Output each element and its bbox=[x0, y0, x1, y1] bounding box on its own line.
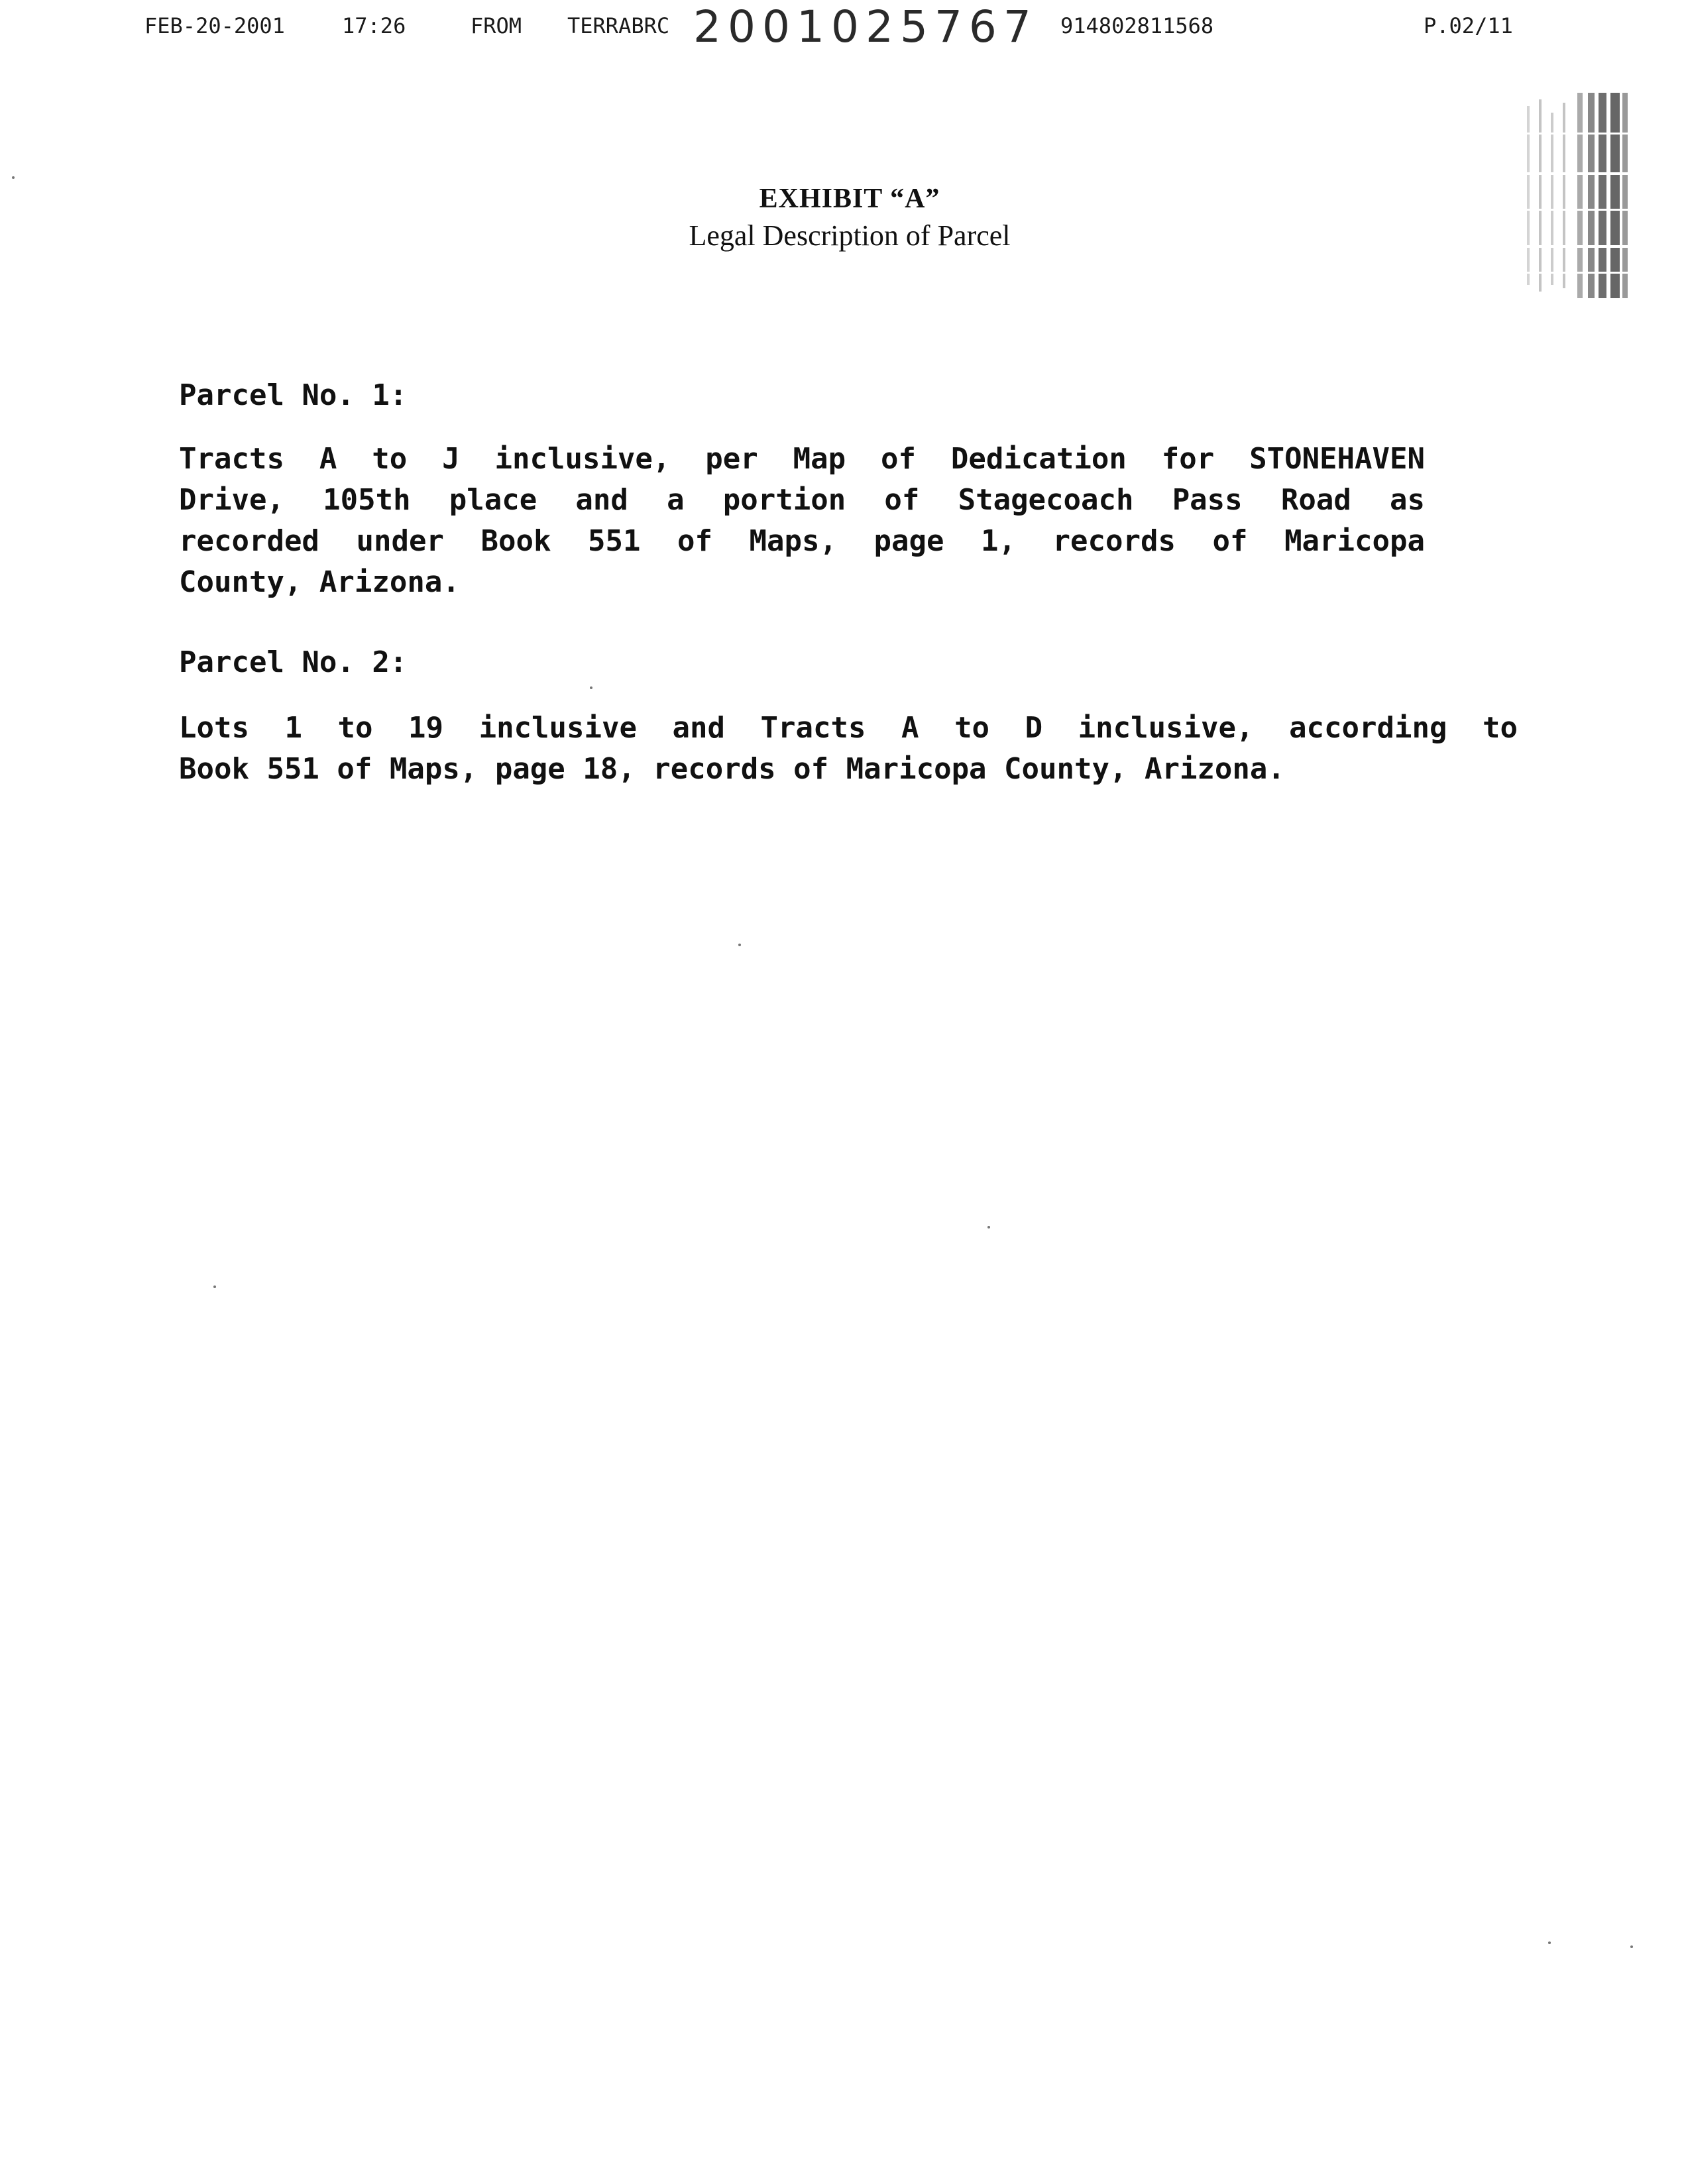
scan-speck bbox=[738, 944, 741, 946]
fax-page-number: P.02/11 bbox=[1424, 13, 1513, 38]
parcel-2-line: Lots 1 to 19 inclusive and Tracts A to D inclusive, according to bbox=[179, 711, 1518, 745]
fax-time: 17:26 bbox=[342, 13, 406, 38]
parcel-1-line: Tracts A to J inclusive, per Map of Dedication for STONEHAVEN bbox=[179, 442, 1425, 476]
parcel-2-description bbox=[179, 708, 1518, 790]
scan-speck bbox=[1630, 1945, 1633, 1948]
exhibit-subtitle: Legal Description of Parcel bbox=[689, 219, 1011, 252]
parcel-1-line: recorded under Book 551 of Maps, page 1, records of Maricopa bbox=[179, 524, 1425, 558]
scan-speck bbox=[987, 1226, 990, 1228]
scan-speck bbox=[590, 686, 592, 689]
fax-header bbox=[0, 1, 1686, 52]
parcel-2-heading: Parcel No. 2: bbox=[179, 645, 408, 679]
exhibit-title: EXHIBIT “A” bbox=[759, 184, 940, 214]
fax-from-label: FROM bbox=[471, 13, 522, 38]
parcel-1-line: County, Arizona. bbox=[179, 565, 460, 599]
parcel-2-line: Book 551 of Maps, page 18, records of Maricopa County, Arizona. bbox=[179, 752, 1285, 786]
parcel-1-description bbox=[179, 439, 1425, 603]
exhibit-heading bbox=[0, 180, 1686, 254]
fax-date: FEB-20-2001 bbox=[144, 13, 285, 38]
scan-speck bbox=[12, 176, 15, 179]
scan-speck bbox=[213, 1285, 216, 1288]
parcel-1-line: Drive, 105th place and a portion of Stagecoach Pass Road as bbox=[179, 483, 1425, 517]
fax-sender: TERRABRC bbox=[567, 13, 670, 38]
fax-phone-number: 914802811568 bbox=[1060, 13, 1214, 38]
recording-number: 2001025767 bbox=[693, 1, 1038, 52]
scan-speck bbox=[1548, 1941, 1551, 1944]
parcel-1-heading: Parcel No. 1: bbox=[179, 378, 408, 412]
